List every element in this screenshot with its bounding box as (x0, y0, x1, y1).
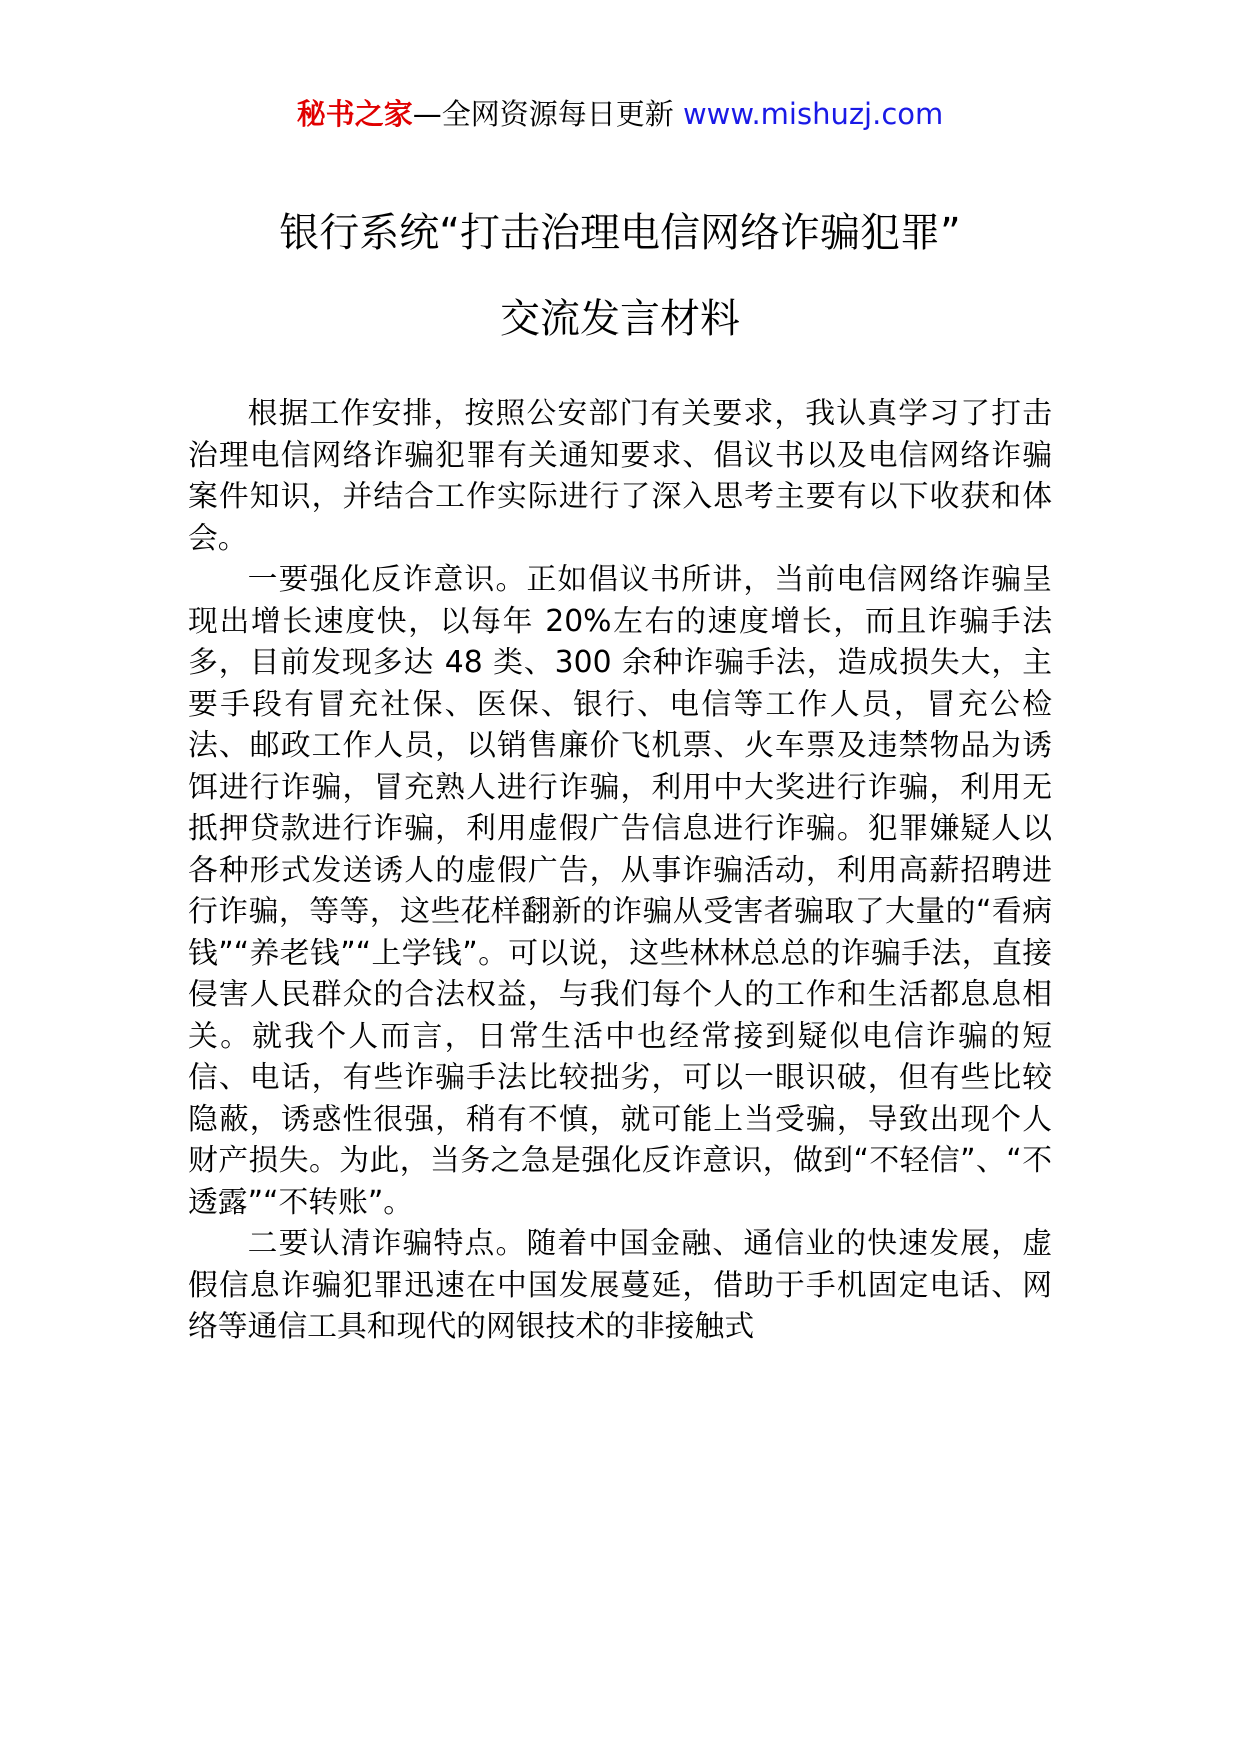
document-body (188, 393, 1052, 1348)
paragraph-point-1: 一要强化反诈意识。正如倡议书所讲，当前电信网络诈骗呈现出增长速度快，以每年 20%左右的速度增长，而且诈骗手法多，目前发现多达 48 类、300 余种诈骗手法，造成损失大，主要手段有冒充社保、医保、银行、电信等工作人员，冒充公检法、邮政工作人员，以销售廉价飞机票、火车票及违禁物品为诱饵进行诈骗，冒充熟人进行诈骗，利用中大奖进行诈骗，利用无抵押贷款进行诈骗，利用虚假广告信息进行诈骗。犯罪嫌疑人以各种形式发送诱人的虚假广告，从事诈骗活动，利用高薪招聘进行诈骗，等等，这些花样翻新的诈骗从受害者骗取了大量的“看病钱”“养老钱”“上学钱”。可以说，这些林林总总的诈骗手法，直接侵害人民群众的合法权益，与我们每个人的工作和生活都息息相关。就我个人而言，日常生活中也经常接到疑似电信诈骗的短信、电话，有些诈骗手法比较拙劣，可以一眼识破，但有些比较隐蔽，诱惑性很强，稍有不慎，就可能上当受骗，导致出现个人财产损失。为此，当务之急是强化反诈意识，做到“不轻信”、“不透露”“不转账”。 (188, 562, 1052, 1220)
paragraph-point-2: 二要认清诈骗特点。随着中国金融、通信业的快速发展，虚假信息诈骗犯罪迅速在中国发展蔓延，借助于手机固定电话、网络等通信工具和现代的网银技术的非接触式 (188, 1226, 1052, 1344)
document-title-line-1: 银行系统“打击治理电信网络诈骗犯罪” (279, 210, 961, 256)
site-url-link[interactable]: www.mishuzj.com (682, 97, 944, 131)
document-title-line-2: 交流发言材料 (500, 296, 740, 342)
site-header (0, 94, 1240, 134)
header-slogan: —全网资源每日更新 (412, 97, 674, 131)
paragraph-intro: 根据工作安排，按照公安部门有关要求，我认真学习了打击治理电信网络诈骗犯罪有关通知要求、倡议书以及电信网络诈骗案件知识，并结合工作实际进行了深入思考主要有以下收获和体会。 (188, 396, 1052, 556)
brand-name: 秘书之家 (296, 97, 413, 131)
